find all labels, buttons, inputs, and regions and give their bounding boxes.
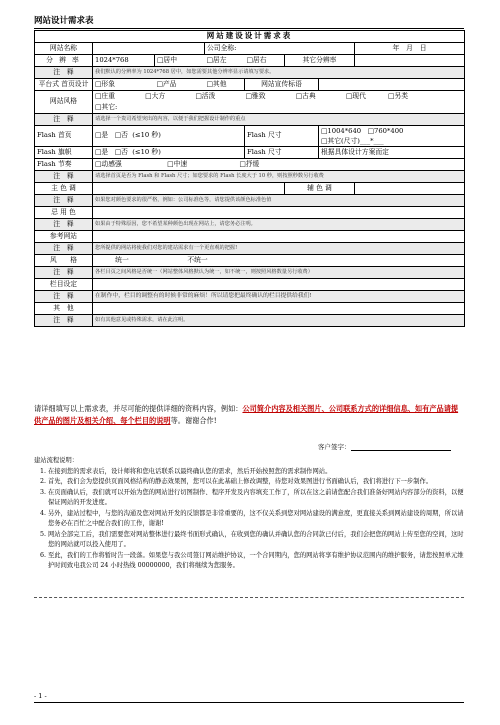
style-note-row [35,114,465,126]
style-option[interactable]: □庄重 [95,92,116,100]
flash-size-opt2[interactable]: □760*400 [367,127,404,135]
column-label: 栏目设定 [35,279,93,291]
other-note-row [35,315,465,327]
main-color-label: 主 色 调 [35,183,93,195]
request-text: 请详细填写以上需求表，并尽可能的提供详细的资料内容，例如： [34,404,243,413]
document-title: 网站设计需求表 [34,16,94,26]
forbidden-note-row [35,219,465,231]
process-step: 1. 在接到您的需求表后，设计师将和您电话联系以最终确认您的需求，然后开始按照您的需求制作网站。 [48,467,464,478]
ref-site-field[interactable] [93,231,465,243]
flash-note: 请选择首页是否为 Flash 和 Flash 尺寸；如您要求的 Flash 长度大于 10 秒，则按照秒数另行收费 [93,171,465,183]
homepage-row [35,79,465,91]
platform-label: 平台式 首页设计 [35,79,93,91]
site-name-field[interactable] [93,43,205,55]
site-name-label: 网站名称 [35,43,93,55]
note-label: 注 释 [35,114,93,126]
rhythm-option[interactable]: □中速 [167,159,188,168]
other-note: 如有其他意见或特殊需求，请在此注明。 [93,315,465,327]
requirements-table [34,30,465,327]
color-row [35,183,465,195]
flash-size-label-2: Flash 尺寸 [245,147,319,159]
process-step: 5. 网站全部完工后，我们需要您对网站整体进行最终书面形式确认，在收到您的确认并确认您的合同款已付后，我们会把您的网站上传至您的空间，这时您的网站就可以投入使用了。 [48,530,464,551]
home-other-checkbox[interactable]: □其他 [205,79,245,91]
note-label: 注 释 [35,67,93,79]
align-center-checkbox[interactable]: □居中 [155,55,205,67]
flash-home-len: (≤10 秒) [132,131,161,140]
footer-rule [34,702,464,703]
process-step: 6. 至此，我们的工作将暂时告一段落。如果您与我公司签订网站维护协议，一个合同期内，您的网站将享有维护协议范围内的维护服务，请您按照单元维护时间致电我公司 24 小时热线 00000000，我们将继续为您服务。 [48,551,464,572]
style-option[interactable]: □雅致 [245,92,266,100]
style-option[interactable]: □其它: [95,103,118,111]
process-step: 4. 另外，建站过程中，与您的沟通及您对网站开发的反馈都是非常重要的，这不仅关系到您对网站建设的满意度，更直接关系到网站建设的周期，所以请您务必在百忙之中配合我们的工作，谢谢! [48,509,464,530]
slogan-field[interactable] [319,79,465,91]
ref-site-row [35,231,465,243]
flash-banner-len: (≤10 秒) [132,147,161,156]
request-highlight: 公司简介内容及相关图片、公司联系方式的详细信息、如有产品请提供产品的图片及相关介绍、每个栏目的说明 [34,404,459,425]
other-resolution-label: 其它分辨率 [285,55,355,67]
flash-rhythm-label: Flash 节奏 [35,159,93,171]
style-option[interactable]: □活泼 [195,92,216,100]
style-option[interactable]: □古典 [295,92,316,100]
style-note: 请选择一个贵司希望突出的内容，以便于我们把握设计制作的重点 [93,114,465,126]
forbidden-color-label: 忌 用 色 [35,207,93,219]
signature-label: 客户签字： [318,443,351,451]
dashed-divider [34,597,464,598]
flash-home-no[interactable]: □否 [114,131,128,140]
style-row [35,91,465,114]
signature-area [318,442,451,451]
other-field[interactable] [93,303,465,315]
process-step: 2. 首先，我们会为您提供页面风格结构的静态效果图，您可以在此基础上修改调整，待您对效果图进行书面确认后，我们将进行下一步制作。 [48,477,464,488]
signature-line[interactable] [351,443,451,451]
ref-note: 您所提供的网站将使我们对您的建站需求有一个更直观的把握! [93,243,465,255]
resolution-value[interactable]: 1024*768 [93,55,155,67]
page-number: - 1 - [34,692,47,700]
style-option[interactable]: □大方 [145,92,166,100]
forbidden-note: 如果由于特殊原因，您不希望某种颜色出现在网站上，请您务必注明。 [93,219,465,231]
color-note-row [35,195,465,207]
style-unify-row [35,255,465,267]
aux-color-label: 辅 色 调 [285,183,355,195]
aux-color-field[interactable] [355,183,465,195]
other-resolution-field[interactable] [355,55,465,67]
date-field[interactable]: 年 月 日 [355,43,465,55]
style-unify-options [93,255,465,267]
flash-size-note: 根据具体设计方案而定 [319,147,465,159]
unified-option[interactable]: 统一 [115,255,129,264]
style-label: 网站风格 [35,91,93,114]
flash-home-options [93,126,245,147]
flash-banner-row [35,147,465,159]
home-image-checkbox[interactable]: □形象 [93,79,155,91]
flash-home-row [35,126,465,147]
process-steps [34,467,464,572]
rhythm-option[interactable]: □抒缓 [239,159,260,168]
process-step: 3. 在页面确认后，我们就可以开始为您的网站进行切图制作、程序开发及内容填充工作了，所以在这之前请您配合我们准备好网站内容部分的资料，以便保证网站的开发进度。 [48,488,464,509]
flash-size-opt1[interactable]: □1004*640 [321,127,362,135]
style-unify-label: 风 格 [35,255,93,267]
title-rule [34,28,464,29]
resolution-note-row [35,67,465,79]
main-color-field[interactable] [93,183,285,195]
flash-banner-yes[interactable]: □是 [95,147,109,156]
process-section [34,456,464,572]
align-left-checkbox[interactable]: □居左 [205,55,245,67]
column-field[interactable] [93,279,465,291]
note-label: 注 释 [35,219,93,231]
request-end: 等。谢谢合作! [170,416,217,425]
note-label: 注 释 [35,291,93,303]
column-note: 在制作中，栏目的调整有的时候非常的麻烦！所以请您把最终确认的栏目提供给我们! [93,291,465,303]
style-unify-note: 各栏目页之间风格是否统一（网站整体风格默认为统一，如不统一，则按照风格数量另行收费） [93,267,465,279]
flash-home-yes[interactable]: □是 [95,131,109,140]
style-unify-note-row [35,267,465,279]
forbidden-color-field[interactable] [93,207,465,219]
flash-note-row [35,171,465,183]
color-note: 如果您对颜色要求的很严格，例如：公司标准色等，请您提供该颜色标准色值 [93,195,465,207]
style-option[interactable]: □另类 [388,92,409,100]
note-label: 注 释 [35,243,93,255]
ref-note-row [35,243,465,255]
flash-banner-options [93,147,245,159]
ref-site-label: 参考网站 [35,231,93,243]
flash-rhythm-row [35,159,465,171]
other-label: 其 他 [35,303,93,315]
process-title: 建站流程说明： [34,457,79,464]
flash-banner-label: Flash 旗帜 [35,147,93,159]
style-option[interactable]: □现代 [345,92,366,100]
note-label: 注 释 [35,171,93,183]
slogan-label: 网站宣传标语 [245,79,319,91]
flash-banner-no[interactable]: □否 [114,147,128,156]
forbidden-color-row [35,207,465,219]
resolution-row [35,55,465,67]
site-name-row [35,43,465,55]
style-options [93,91,465,114]
table-caption: 网站建设设计需求表 [35,31,465,43]
rhythm-option[interactable]: □动感强 [95,159,122,168]
request-paragraph [34,403,464,427]
resolution-note: 我们默认的分辨率为 1024*768 居中，如您需要其他分辨率显示请填写要求。 [93,67,465,79]
not-unified-option[interactable]: 不统一 [187,255,208,264]
resolution-label: 分 辨 率 [35,55,93,67]
flash-rhythm-options [93,159,465,171]
column-row [35,279,465,291]
flash-size-label: Flash 尺寸 [245,126,319,147]
flash-size-other[interactable]: □其它(尺寸)___*___ [321,137,384,145]
flash-home-label: Flash 首页 [35,126,93,147]
company-name-field[interactable]: 公司全称: [205,43,355,55]
note-label: 注 释 [35,267,93,279]
column-note-row [35,291,465,303]
align-right-checkbox[interactable]: □居右 [245,55,285,67]
flash-size-options [319,126,465,147]
note-label: 注 释 [35,315,93,327]
other-row [35,303,465,315]
home-product-checkbox[interactable]: □产品 [155,79,205,91]
note-label: 注 释 [35,195,93,207]
caption-row [35,31,465,43]
